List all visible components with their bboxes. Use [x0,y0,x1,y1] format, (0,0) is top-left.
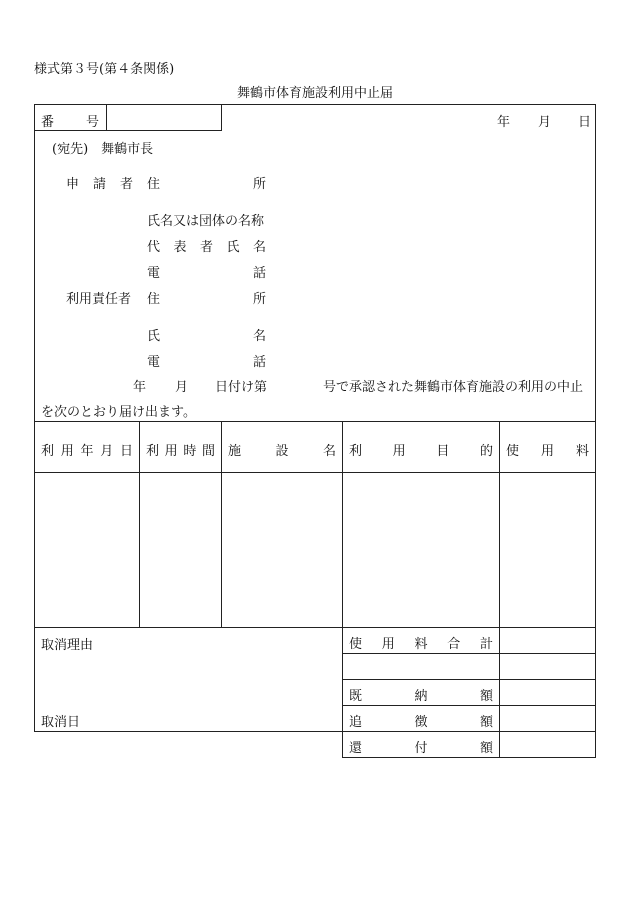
form-number: 様式第３号(第４条関係) [34,62,175,77]
usage-date-cell[interactable] [35,473,139,627]
fee-total-label: 使 用 料 合 計 [349,637,493,652]
usage-time-cell[interactable] [140,473,221,627]
header-usage-date: 利 用 年 月 日 [41,444,133,459]
applicant-name-label: 氏名又は団体の名称 [147,214,265,229]
applicant-representative-label: 代 表 者 氏 名 [147,240,266,255]
addressee: (宛先) 舞鶴市長 [52,142,154,157]
fee-paid-label: 既 納 額 [349,689,493,704]
responsible-address-label: 住 所 [147,292,266,307]
form-title: 舞鶴市体育施設利用中止届 [236,86,393,101]
usage-purpose-cell[interactable] [343,473,499,627]
fee-additional-label: 追 徴 額 [349,715,493,730]
header-usage-purpose: 利 用 目 的 [349,444,493,459]
cancel-date-label: 取消日 [41,715,81,730]
cancel-reason-label: 取消理由 [41,638,94,653]
statement-line2: を次のとおり届け出ます。 [41,405,196,420]
statement-day-prefix: 日付け第 [215,380,268,395]
fee-refund-label: 還 付 額 [349,741,493,756]
responsible-name-label: 氏 名 [147,329,266,344]
applicant-role: 申 請 者 [66,177,133,192]
responsible-role: 利用責任者 [66,292,132,307]
number-label: 番 号 [41,115,99,130]
statement-year: 年 [133,380,147,395]
responsible-phone-label: 電 話 [147,355,266,370]
date-month: 月 [538,115,552,130]
statement-month: 月 [175,380,189,395]
applicant-phone-label: 電 話 [147,266,266,281]
date-day: 日 [578,115,592,130]
header-facility-name: 施 設 名 [228,444,336,459]
statement-approved: 号で承認された舞鶴市体育施設の利用の中止 [323,380,584,395]
header-usage-fee: 使 用 料 [506,444,589,459]
header-usage-time: 利 用 時 間 [146,444,215,459]
usage-fee-cell[interactable] [500,473,595,627]
date-year: 年 [497,115,511,130]
applicant-address-label: 住 所 [147,177,266,192]
facility-name-cell[interactable] [222,473,342,627]
